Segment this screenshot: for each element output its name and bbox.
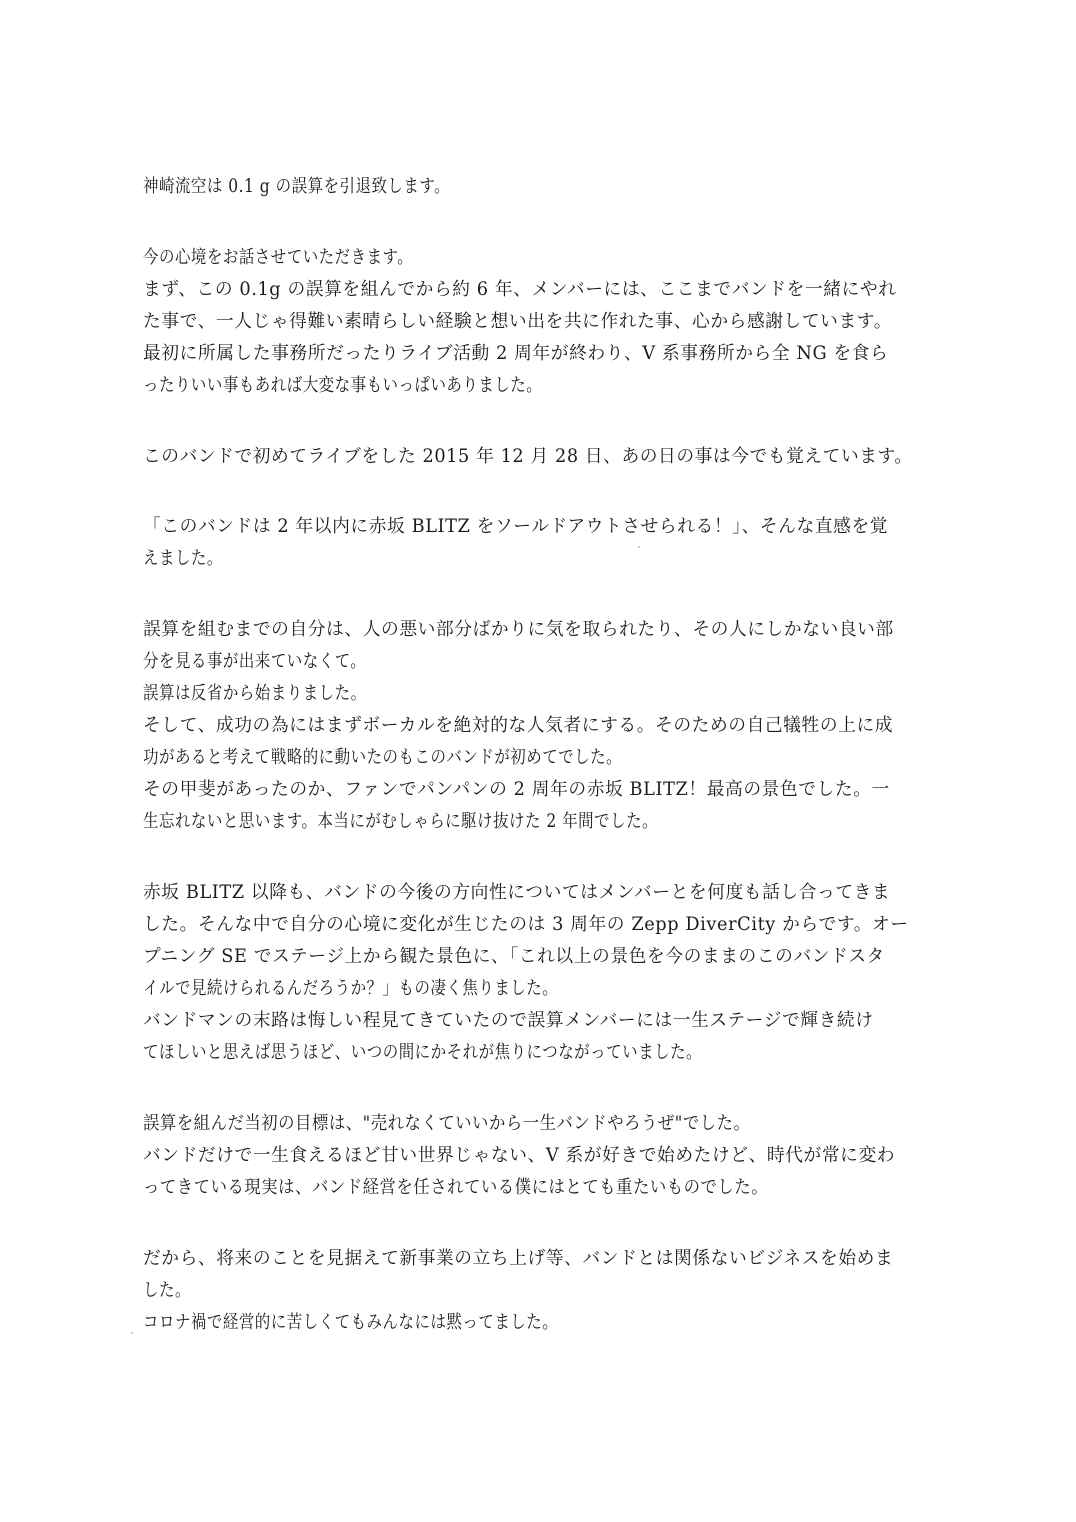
body-line: 「このバンドは 2 年以内に赤坂 BLITZ をソールドアウトさせられる！」、そんな直感を覚 (143, 516, 889, 537)
body-line: コロナ禍で経営的に苦しくてもみんなには黙ってました。 (143, 1312, 559, 1333)
body-line: このバンドで初めてライブをした 2015 年 12 月 28 日、あの日の事は今でも覚えています。 (143, 446, 913, 467)
body-line: 功があると考えて戦略的に動いたのもこのバンドが初めてでした。 (143, 747, 623, 768)
body-line: まず、この 0.1g の誤算を組んでから約 6 年、メンバーには、ここまでバンドを一緒にやれ (143, 279, 897, 300)
body-line: 生忘れないと思います。本当にがむしゃらに駆け抜けた 2 年間でした。 (143, 811, 659, 832)
body-line: ってきている現実は、バンド経営を任されている僕にはとても重たいものでした。 (143, 1177, 769, 1198)
body-line: そして、成功の為にはまずボーカルを絶対的な人気者にする。そのための自己犠牲の上に成 (143, 715, 894, 736)
body-line: 最初に所属した事務所だったりライブ活動 2 周年が終わり、V 系事務所から全 NG を食ら (143, 343, 889, 364)
body-line: イルで見続けられるんだろうか？」もの凄く焦りました。 (143, 978, 559, 999)
body-line: 誤算を組んだ当初の目標は、"売れなくていいから一生バンドやろうぜ"でした。 (143, 1113, 751, 1134)
body-line: バンドマンの末路は悔しい程見てきていたので誤算メンバーには一生ステージで輝き続け (143, 1010, 874, 1031)
title-line: 神崎流空は 0.1 g の誤算を引退致します。 (143, 176, 451, 197)
body-line: 誤算は反省から始まりました。 (143, 683, 367, 704)
body-line: た事で、一人じゃ得難い素晴らしい経験と想い出を共に作れた事、心から感謝しています。 (143, 311, 893, 332)
body-line: 赤坂 BLITZ 以降も、バンドの今後の方向性についてはメンバーとを何度も話し合ってきま (143, 882, 891, 903)
body-line: てほしいと思えば思うほど、いつの間にかそれが焦りにつながっていました。 (143, 1042, 703, 1063)
body-line: した。 (143, 1280, 191, 1301)
body-line: 分を見る事が出来ていなくて。 (143, 651, 367, 672)
body-line: プニング SE でステージ上から観た景色に、「これ以上の景色を今のままのこのバンドスタ (143, 946, 885, 967)
body-line: ったりいい事もあれば大変な事もいっぱいありました。 (143, 375, 543, 396)
body-line: 誤算を組むまでの自分は、人の悪い部分ばかりに気を取られたり、その人にしかない良い部 (143, 619, 894, 640)
body-line: した。そんな中で自分の心境に変化が生じたのは 3 周年の Zepp DiverCity からです。オー (143, 914, 909, 935)
body-line: その甲斐があったのか、ファンでパンパンの 2 周年の赤坂 BLITZ！最高の景色でした。一 (143, 779, 890, 800)
body-line: だから、将来のことを見据えて新事業の立ち上げ等、バンドとは関係ないビジネスを始めま (143, 1248, 894, 1269)
scan-speck (131, 1332, 133, 1334)
body-line: 今の心境をお話させていただきます。 (143, 247, 414, 268)
scan-speck (638, 546, 640, 548)
body-line: えました。 (143, 548, 223, 569)
body-line: バンドだけで一生食えるほど甘い世界じゃない、V 系が好きで始めたけど、時代が常に変わ (143, 1145, 896, 1166)
